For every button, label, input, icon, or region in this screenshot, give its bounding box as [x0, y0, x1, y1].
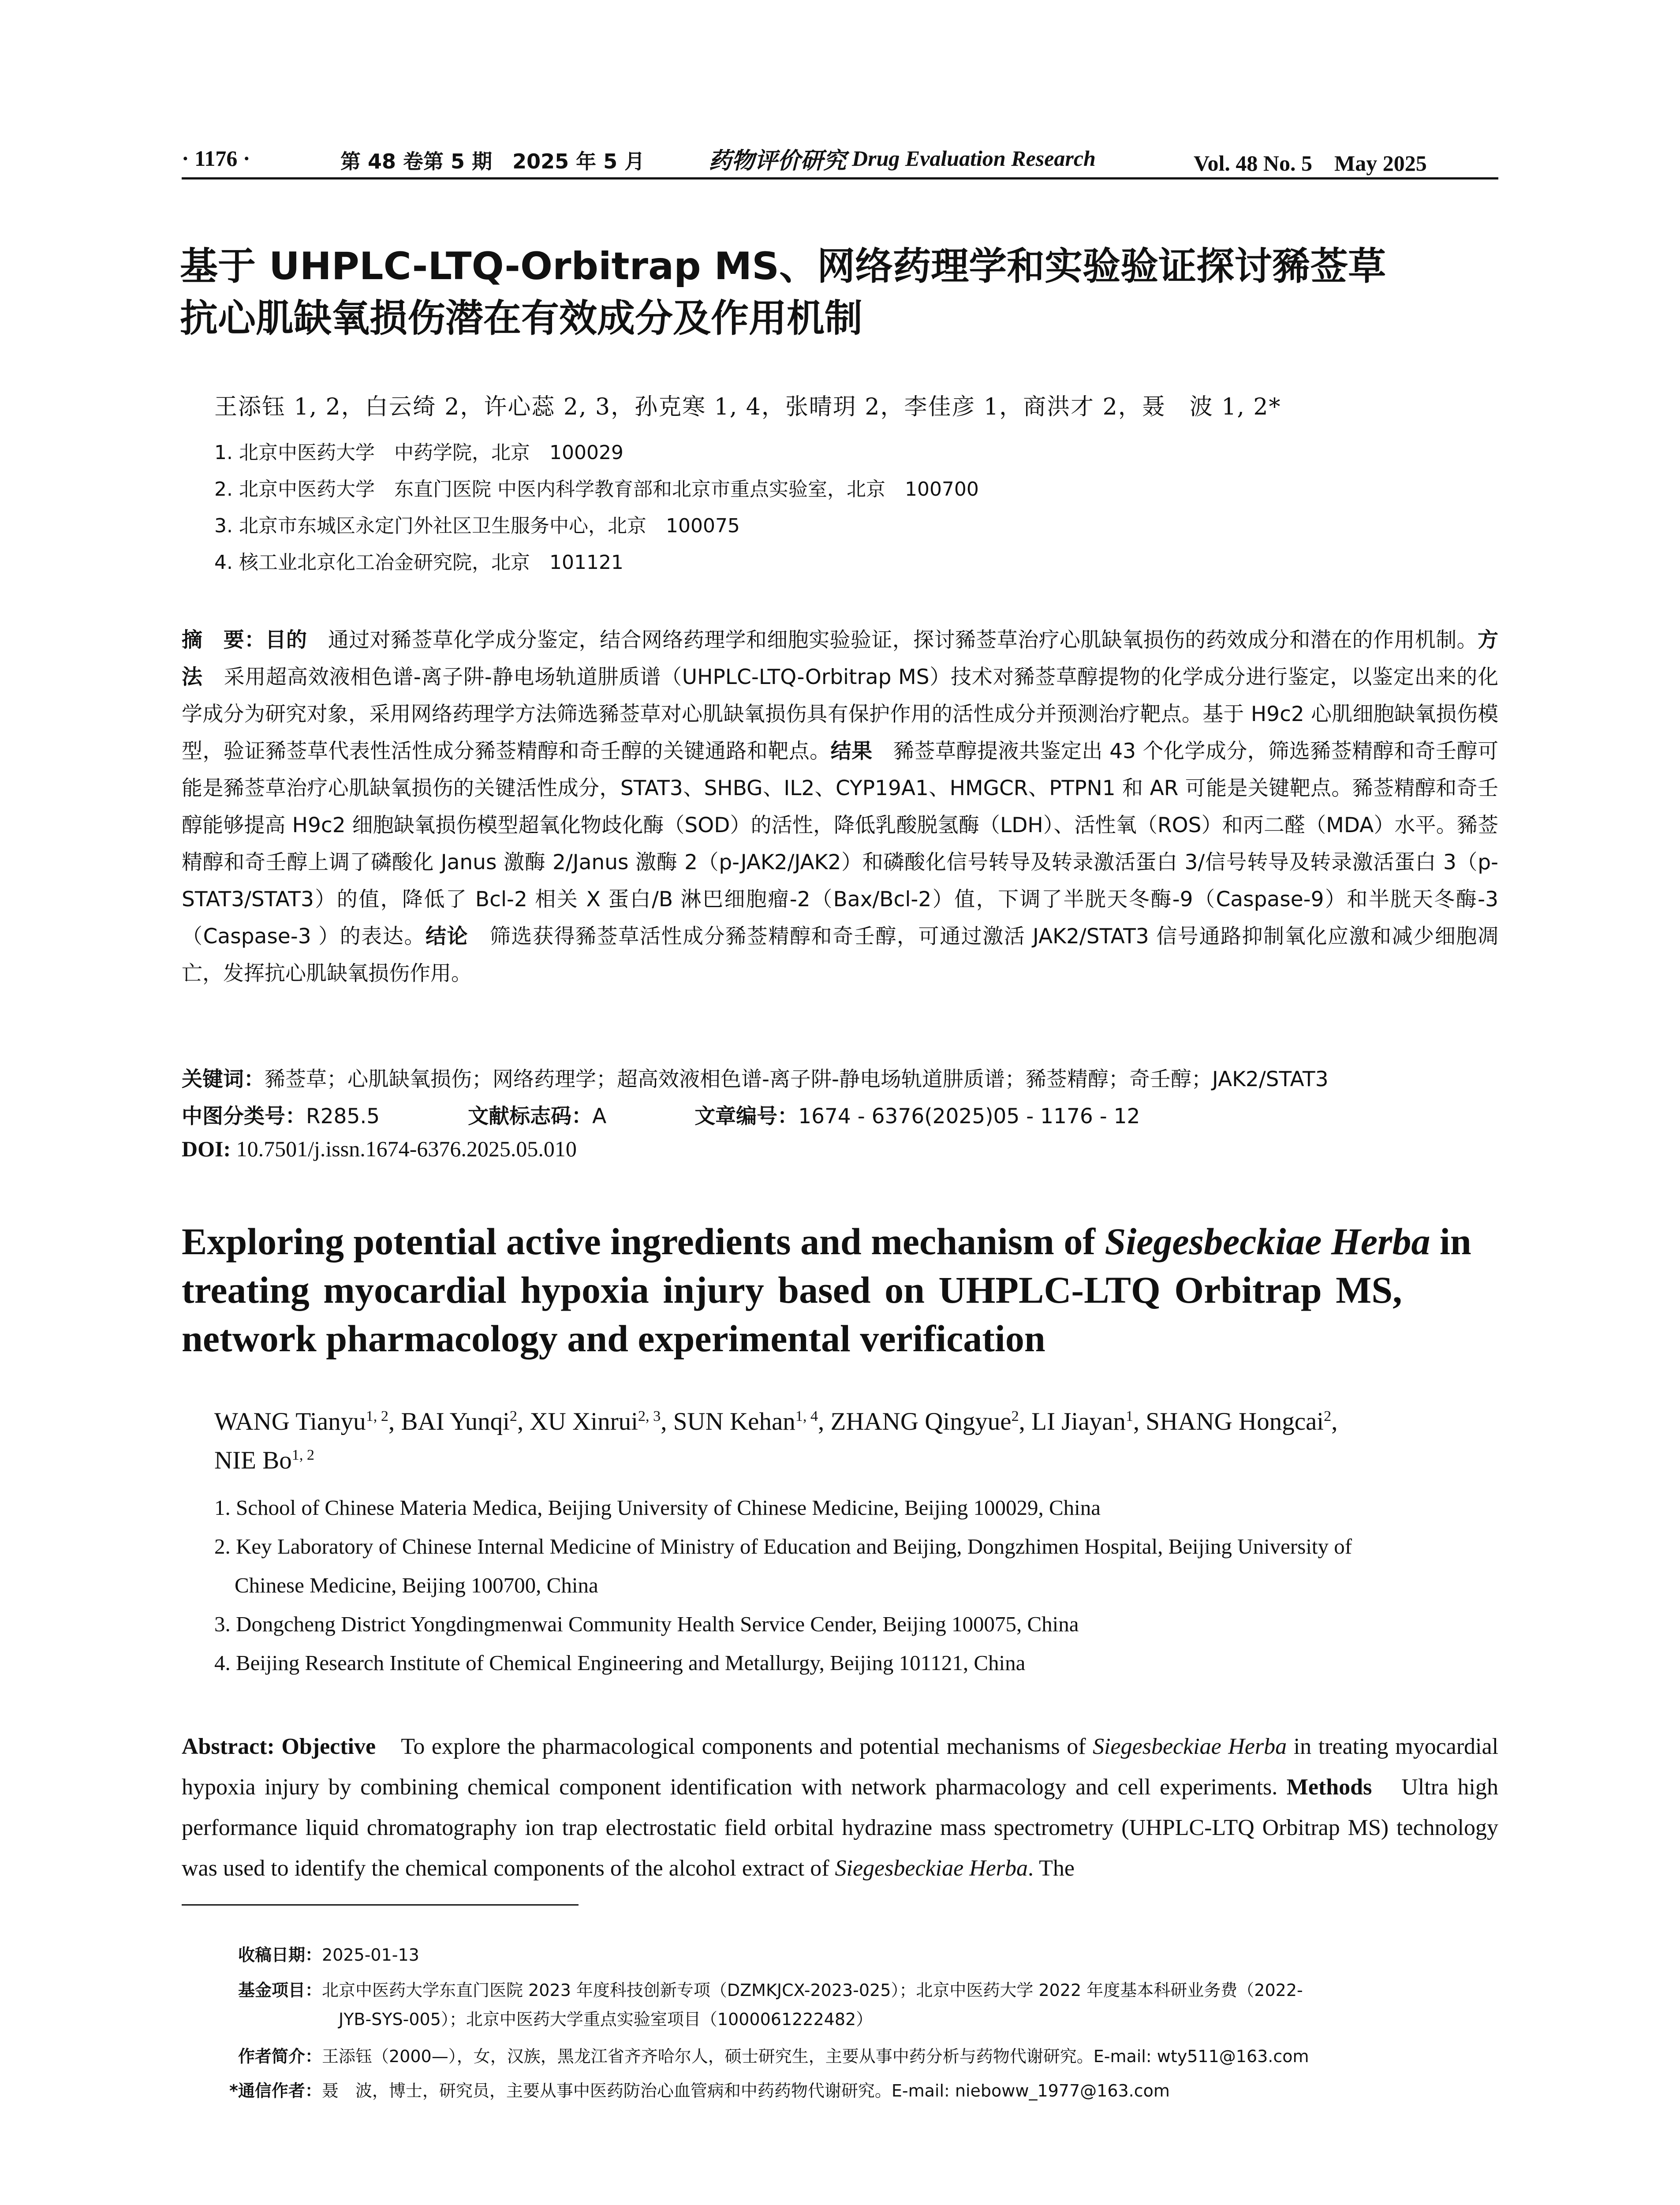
conclusion-label-cn: 结论: [426, 924, 469, 949]
footnote-fund: [238, 1976, 1499, 2034]
keywords-cn-label: 关键词：: [182, 1067, 265, 1091]
title-en: [182, 1217, 1500, 1363]
authors-cn: 王添钰 1, 2，白云绮 2，许心蕊 2, 3，孙克寒 1, 4，张晴玥 2，李佳彦 1，商洪才 2，聂 波 1, 2*: [214, 394, 1281, 420]
author-en: WANG Tianyu$^{1, 2}$,: [214, 1408, 401, 1435]
fund-label: 基金项目：: [238, 1981, 322, 2000]
author-bio-label: 作者简介：: [238, 2047, 322, 2066]
abstract-cn: [182, 622, 1498, 992]
objective-en-b: in treating myocardial hypoxia injury by combining chemical component identification with network pharmacology and cell experiments.: [182, 1734, 1499, 1800]
footnote-author: [238, 2042, 1499, 2071]
abstract-en-label: Abstract:: [182, 1734, 275, 1759]
author-en: LI Jiayan$^1$,: [1031, 1408, 1146, 1435]
methods-en-species: Siegesbeckiae Herba: [835, 1856, 1028, 1881]
author-en: NIE Bo$^{1, 2}$: [214, 1446, 315, 1474]
affiliation-en-2-cont: Chinese Medicine, Beijing 100700, China: [235, 1573, 598, 1597]
author-en: ZHANG Qingyue$^2$,: [830, 1408, 1032, 1435]
objective-label-en: Objective: [274, 1734, 376, 1759]
affiliation-en-1: 1. School of Chinese Materia Medica, Beijing University of Chinese Medicine, Beijing 100029, China: [214, 1495, 1101, 1520]
volume-issue-en: Vol. 48 No. 5 May 2025: [1194, 151, 1427, 176]
doc-code-label: 文献标志码：: [468, 1104, 593, 1129]
title-en-species: Siegesbeckiae Herba: [1105, 1220, 1430, 1263]
title-cn: [180, 240, 1512, 344]
title-cn-line1: 基于 UHPLC-LTQ-Orbitrap MS、网络药理学和实验验证探讨豨莶草: [180, 244, 1386, 288]
affiliation-en-2: 2. Key Laboratory of Chinese Internal Medicine of Ministry of Education and Beijing, Dongzhimen Hospital, Beijing University of: [214, 1534, 1352, 1558]
affiliation-cn-4: 4. 核工业北京化工冶金研究院，北京 101121: [214, 551, 623, 574]
affiliation-en-3: 3. Dongcheng District Yongdingmenwai Community Health Service Cender, Beijing 100075, China: [214, 1612, 1079, 1636]
methods-cn: 采用超高效液相色谱-离子阱-静电场轨道肼质谱（UHPLC-LTQ-Orbitrap MS）技术对豨莶草醇提物的化学成分进行鉴定，以鉴定出来的化学成分为研究对象，采用网络药理学方法筛选豨莶草对心肌缺氧损伤具有保护作用的活性成分并预测治疗靶点。基于 H9c2 心肌细胞缺氧损伤模型，验证豨莶草代表性活性成分豨莶精醇和奇壬醇的关键通路和靶点。: [182, 665, 1498, 763]
footnote-corresponding: [229, 2076, 1490, 2105]
affiliation-en-4: 4. Beijing Research Institute of Chemical Engineering and Metallurgy, Beijing 101121, China: [214, 1651, 1026, 1675]
received-date: 2025-01-13: [322, 1945, 419, 1965]
keywords-cn-text: 豨莶草；心肌缺氧损伤；网络药理学；超高效液相色谱-离子阱-静电场轨道肼质谱；豨莶精醇；奇壬醇；JAK2/STAT3: [265, 1067, 1329, 1091]
title-en-line3: network pharmacology and experimental verification: [182, 1317, 1045, 1360]
methods-label-en: Methods: [1286, 1775, 1372, 1800]
clc-value: R285.5: [306, 1104, 380, 1129]
article-no-label: 文章编号：: [694, 1104, 799, 1129]
doi-label: DOI:: [182, 1136, 231, 1161]
author-en: SUN Kehan$^{1, 4}$,: [673, 1408, 831, 1435]
corresponding-label: *通信作者：: [229, 2081, 322, 2100]
volume-issue-cn: 第 48 卷第 5 期 2025 年 5 月: [340, 149, 645, 173]
page-number: · 1176 ·: [182, 146, 250, 171]
author-en: SHANG Hongcai$^2$,: [1146, 1408, 1338, 1435]
author-en: BAI Yunqi$^2$,: [401, 1408, 530, 1435]
methods-label-cn: 方法: [182, 628, 1499, 689]
author-en: XU Xinrui$^{2, 3}$,: [530, 1408, 673, 1435]
author-bio: 王添钰（2000—），女，汉族，黑龙江省齐齐哈尔人，硕士研究生，主要从事中药分析与药物代谢研究。E-mail: wty511@163.com: [322, 2047, 1309, 2066]
clc-label: 中图分类号：: [182, 1104, 306, 1129]
running-header: [182, 140, 1498, 180]
journal-name-en: Drug Evaluation Research: [852, 146, 1096, 171]
abstract-cn-label: 摘 要：: [182, 628, 265, 652]
objective-en-species: Siegesbeckiae Herba: [1093, 1734, 1287, 1759]
objective-en-a: To explore the pharmacological components and potential mechanisms of: [376, 1734, 1093, 1759]
fund-line1: 北京中医药大学东直门医院 2023 年度科技创新专项（DZMKJCX-2023-025）；北京中医药大学 2022 年度基本科研业务费（2022-: [322, 1981, 1303, 2000]
authors-en: [214, 1402, 1502, 1480]
affiliation-cn-3: 3. 北京市东城区永定门外社区卫生服务中心，北京 100075: [214, 515, 740, 537]
title-en-line2: treating myocardial hypoxia injury based on UHPLC-LTQ Orbitrap MS,: [182, 1269, 1402, 1311]
objective-cn: 通过对豨莶草化学成分鉴定，结合网络药理学和细胞实验验证，探讨豨莶草治疗心肌缺氧损伤的药效成分和潜在的作用机制。: [307, 628, 1478, 652]
results-label-cn: 结果: [830, 739, 873, 763]
article-no-value: 1674 - 6376(2025)05 - 1176 - 12: [798, 1104, 1140, 1129]
affiliation-cn-2: 2. 北京中医药大学 东直门医院 中医内科学教育部和北京市重点实验室，北京 100700: [214, 478, 979, 501]
results-cn: 豨莶草醇提液共鉴定出 43 个化学成分，筛选豨莶精醇和奇壬醇可能是豨莶草治疗心肌缺氧损伤的关键活性成分，STAT3、SHBG、IL2、CYP19A1、HMGCR、PTPN1 和 AR 可能是关键靶点。豨莶精醇和奇壬醇能够提高 H9c2 细胞缺氧损伤模型超氧化物歧化酶（SOD）的活性，降低乳酸脱氢酶（LDH）、活性氧（ROS）和丙二醛（MDA）水平。豨莶精醇和奇壬醇上调了磷酸化 Janus 激酶 2/Janus 激酶 2（p-JAK2/JAK2）和磷酸化信号转导及转录激活蛋白 3/信号转导及转录激活蛋白 3（p-STAT3/STAT3）的值，降低了 Bcl-2 相关 X 蛋白/B 淋巴细胞瘤-2（Bax/Bcl-2）值，下调了半胱天冬酶-9（Caspase-9）和半胱天冬酶-3（Caspase-3 ）的表达。: [182, 739, 1499, 949]
title-cn-line2: 抗心肌缺氧损伤潜在有效成分及作用机制: [180, 296, 862, 340]
corresponding-author: 聂 波，博士，研究员，主要从事中医药防治心血管病和中药药物代谢研究。E-mail: nieboww_1977@163.com: [321, 2081, 1170, 2100]
abstract-en: [182, 1727, 1498, 1889]
title-en-line1-a: Exploring potential active ingredients and mechanism of: [182, 1220, 1105, 1263]
received-label: 收稿日期：: [238, 1945, 322, 1965]
fund-line2: JYB-SYS-005）；北京中医药大学重点实验室项目（1000061222482）: [339, 2010, 873, 2029]
title-en-line1-b: in: [1430, 1220, 1471, 1263]
classification-line: [182, 1100, 1140, 1129]
methods-en-b: . The: [1028, 1856, 1075, 1881]
doi-link[interactable]: 10.7501/j.issn.1674-6376.2025.05.010: [231, 1136, 577, 1161]
footnote-received: [238, 1940, 1499, 1970]
objective-label-cn: 目的: [265, 628, 307, 652]
header-rule: [182, 177, 1498, 179]
journal-logo: 药物评价研究: [709, 147, 847, 174]
conclusion-cn: 筛选获得豨莶草活性成分豨莶精醇和奇壬醇，可通过激活 JAK2/STAT3 信号通路抑制氧化应激和减少细胞凋亡，发挥抗心肌缺氧损伤作用。: [182, 924, 1498, 986]
keywords-cn: [182, 1063, 1329, 1092]
footnote-rule: [182, 1904, 579, 1906]
doc-code-value: A: [592, 1104, 607, 1129]
methods-en-a: Ultra high performance liquid chromatography ion trap electrostatic field orbital hydrazine mass spectrometry (UHPLC-LTQ Orbitrap MS) technology was used to identify the chemical components of the alcohol extract of: [182, 1775, 1499, 1881]
doi-line: [182, 1136, 577, 1162]
title-en-line1: [182, 1217, 1500, 1266]
affiliation-cn-1: 1. 北京中医药大学 中药学院，北京 100029: [214, 441, 623, 464]
